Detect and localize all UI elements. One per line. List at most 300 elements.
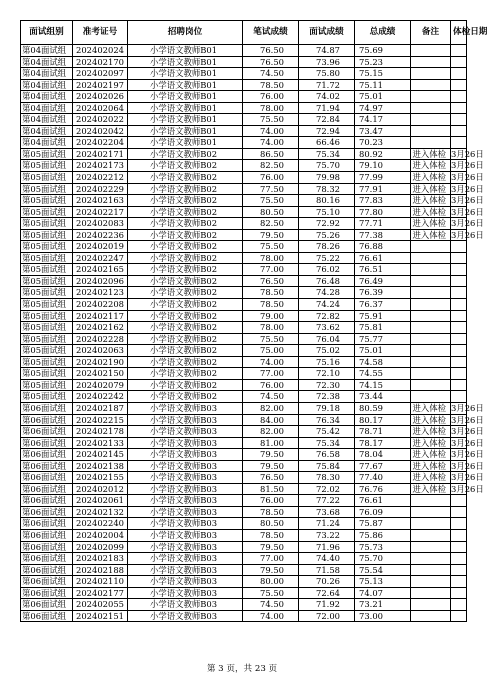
cell-remark: 进入体检 [411,148,451,160]
cell-remark: 进入体检 [411,206,451,218]
cell-exam-id: 202402215 [73,414,128,426]
cell-exam-date [451,495,467,507]
cell-interview-score: 76.58 [299,449,355,461]
cell-exam-date [451,529,467,541]
header-interview-score: 面试成绩 [299,21,355,45]
cell-exam-date [451,564,467,576]
table-row [21,287,467,299]
cell-interview-score: 75.16 [299,356,355,368]
cell-written-score: 74.00 [243,356,299,368]
cell-written-score: 77.00 [243,368,299,380]
table-row [21,79,467,91]
cell-exam-id: 202402123 [73,287,128,299]
cell-interview-score: 71.94 [299,102,355,114]
cell-remark [411,576,451,588]
cell-total-score: 78.17 [355,437,411,449]
cell-remark [411,91,451,103]
cell-exam-date [451,252,467,264]
cell-written-score: 79.00 [243,310,299,322]
cell-total-score: 75.87 [355,518,411,530]
cell-position: 小学语文教师B02 [128,275,243,287]
table-row [21,125,467,137]
cell-interview-score: 71.72 [299,79,355,91]
cell-interview-score: 74.24 [299,299,355,311]
cell-interview-score: 75.42 [299,426,355,438]
cell-interview-score: 76.34 [299,414,355,426]
cell-position: 小学语文教师B01 [128,56,243,68]
cell-remark: 进入体检 [411,229,451,241]
table-row [21,599,467,611]
table-row [21,114,467,126]
cell-written-score: 78.50 [243,529,299,541]
cell-exam-id: 202402178 [73,426,128,438]
cell-group: 第04面试组 [21,125,73,137]
cell-position: 小学语文教师B02 [128,368,243,380]
cell-total-score: 77.80 [355,206,411,218]
cell-total-score: 73.21 [355,599,411,611]
cell-written-score: 80.00 [243,576,299,588]
cell-exam-date: 3月26日 [451,148,484,159]
table-row [21,437,467,449]
table-row [21,472,467,484]
cell-exam-date [451,91,467,103]
cell-remark: 进入体检 [411,460,451,472]
cell-exam-date: 3月26日 [451,206,484,217]
cell-remark: 进入体检 [411,472,451,484]
cell-remark [411,79,451,91]
cell-remark [411,310,451,322]
cell-exam-id: 202402212 [73,172,128,184]
cell-total-score: 75.69 [355,45,411,57]
cell-exam-date [451,553,467,565]
cell-group: 第04面试组 [21,102,73,114]
table-row [21,449,467,461]
cell-interview-score: 80.16 [299,195,355,207]
cell-exam-id: 202402019 [73,241,128,253]
cell-position: 小学语文教师B01 [128,79,243,91]
cell-exam-date [451,610,467,622]
cell-total-score: 75.73 [355,541,411,553]
cell-exam-date [451,102,467,114]
cell-total-score: 75.01 [355,91,411,103]
cell-total-score: 75.77 [355,333,411,345]
table-row [21,310,467,322]
cell-exam-date [451,356,467,368]
cell-group: 第05面试组 [21,241,73,253]
cell-total-score: 74.07 [355,587,411,599]
cell-group: 第05面试组 [21,356,73,368]
table-row [21,426,467,438]
cell-exam-id: 202402163 [73,195,128,207]
cell-interview-score: 75.22 [299,252,355,264]
cell-remark [411,529,451,541]
cell-exam-id: 202402150 [73,368,128,380]
cell-remark [411,356,451,368]
cell-group: 第04面试组 [21,56,73,68]
cell-position: 小学语文教师B03 [128,483,243,495]
cell-group: 第04面试组 [21,45,73,57]
cell-exam-date [451,79,467,91]
table-row [21,229,467,241]
cell-interview-score: 75.26 [299,229,355,241]
cell-position: 小学语文教师B02 [128,241,243,253]
cell-total-score: 76.61 [355,252,411,264]
cell-exam-date: 3月26日 [451,472,484,483]
cell-exam-date [451,287,467,299]
cell-exam-date [451,137,467,149]
header-exam-id: 准考证号 [73,21,128,45]
page-number: 第 3 页，共 23 页 [206,664,278,674]
cell-group: 第04面试组 [21,79,73,91]
cell-group: 第05面试组 [21,172,73,184]
cell-remark [411,241,451,253]
cell-remark [411,506,451,518]
table-row [21,610,467,622]
cell-position: 小学语文教师B02 [128,356,243,368]
cell-exam-id: 202402204 [73,137,128,149]
cell-interview-score: 72.82 [299,310,355,322]
cell-group: 第06面试组 [21,402,73,414]
cell-exam-id: 202402133 [73,437,128,449]
cell-exam-id: 202402197 [73,79,128,91]
cell-total-score: 75.91 [355,310,411,322]
cell-remark [411,114,451,126]
cell-written-score: 76.00 [243,172,299,184]
table-row [21,414,467,426]
table-row [21,275,467,287]
cell-total-score: 75.70 [355,553,411,565]
cell-exam-date [451,114,467,126]
cell-interview-score: 76.02 [299,264,355,276]
cell-exam-date: 3月26日 [451,160,484,171]
cell-group: 第05面试组 [21,368,73,380]
cell-position: 小学语文教师B03 [128,529,243,541]
cell-remark [411,391,451,403]
cell-exam-id: 202402183 [73,553,128,565]
cell-position: 小学语文教师B01 [128,125,243,137]
cell-written-score: 82.00 [243,426,299,438]
cell-interview-score: 71.58 [299,564,355,576]
cell-written-score: 79.50 [243,541,299,553]
cell-interview-score: 75.02 [299,345,355,357]
cell-group: 第06面试组 [21,506,73,518]
cell-remark [411,587,451,599]
cell-group: 第05面试组 [21,345,73,357]
cell-exam-date: 3月26日 [451,195,484,206]
table-row [21,541,467,553]
cell-interview-score: 75.34 [299,437,355,449]
cell-interview-score: 74.40 [299,553,355,565]
cell-group: 第06面试组 [21,495,73,507]
results-table [20,20,487,622]
cell-interview-score: 77.22 [299,495,355,507]
cell-written-score: 74.00 [243,137,299,149]
cell-position: 小学语文教师B02 [128,299,243,311]
cell-position: 小学语文教师B03 [128,587,243,599]
cell-exam-id: 202402110 [73,576,128,588]
cell-exam-id: 202402042 [73,125,128,137]
table-row [21,379,467,391]
cell-exam-id: 202402236 [73,229,128,241]
cell-group: 第06面试组 [21,610,73,622]
cell-interview-score: 66.46 [299,137,355,149]
cell-exam-date [451,391,467,403]
cell-remark: 进入体检 [411,172,451,184]
cell-group: 第06面试组 [21,564,73,576]
cell-position: 小学语文教师B03 [128,426,243,438]
cell-remark: 进入体检 [411,449,451,461]
cell-interview-score: 76.48 [299,275,355,287]
table-body [21,45,484,622]
cell-exam-id: 202402012 [73,483,128,495]
cell-remark [411,553,451,565]
cell-remark: 进入体检 [411,183,451,195]
header-group: 面试组别 [21,21,73,45]
cell-remark [411,610,451,622]
cell-group: 第06面试组 [21,576,73,588]
cell-remark [411,252,451,264]
cell-exam-id: 202402079 [73,379,128,391]
cell-written-score: 75.00 [243,345,299,357]
cell-exam-id: 202402188 [73,564,128,576]
cell-group: 第05面试组 [21,218,73,230]
table-row [21,172,467,184]
cell-written-score: 79.50 [243,564,299,576]
cell-position: 小学语文教师B01 [128,114,243,126]
cell-position: 小学语文教师B02 [128,345,243,357]
cell-exam-date: 3月26日 [451,426,484,437]
cell-written-score: 86.50 [243,148,299,160]
cell-exam-id: 202402217 [73,206,128,218]
cell-written-score: 77.00 [243,264,299,276]
table-row [21,506,467,518]
cell-position: 小学语文教师B03 [128,553,243,565]
cell-exam-id: 202402099 [73,541,128,553]
cell-written-score: 79.50 [243,449,299,461]
cell-written-score: 75.50 [243,333,299,345]
cell-position: 小学语文教师B01 [128,137,243,149]
table-row [21,68,467,80]
cell-exam-id: 202402024 [73,45,128,57]
cell-exam-date [451,333,467,345]
cell-group: 第04面试组 [21,114,73,126]
cell-position: 小学语文教师B02 [128,183,243,195]
header-position: 招聘岗位 [128,21,243,45]
cell-group: 第05面试组 [21,264,73,276]
cell-written-score: 74.00 [243,610,299,622]
cell-remark [411,495,451,507]
table-row [21,345,467,357]
table-row [21,356,467,368]
cell-written-score: 76.00 [243,379,299,391]
cell-remark: 进入体检 [411,218,451,230]
cell-remark: 进入体检 [411,426,451,438]
cell-total-score: 80.92 [355,148,411,160]
cell-group: 第06面试组 [21,541,73,553]
cell-interview-score: 72.30 [299,379,355,391]
table-row [21,218,467,230]
cell-group: 第06面试组 [21,414,73,426]
cell-exam-id: 202402240 [73,518,128,530]
cell-remark: 进入体检 [411,414,451,426]
cell-written-score: 77.00 [243,553,299,565]
cell-written-score: 80.50 [243,206,299,218]
cell-written-score: 75.50 [243,587,299,599]
cell-remark [411,322,451,334]
cell-exam-id: 202402229 [73,183,128,195]
cell-remark [411,137,451,149]
header-written-score: 笔试成绩 [243,21,299,45]
table-row [21,241,467,253]
cell-exam-date [451,125,467,137]
cell-exam-date [451,345,467,357]
cell-exam-id: 202402083 [73,218,128,230]
cell-written-score: 75.50 [243,195,299,207]
cell-position: 小学语文教师B02 [128,379,243,391]
cell-total-score: 77.91 [355,183,411,195]
cell-interview-score: 75.34 [299,148,355,160]
table-row [21,160,467,172]
cell-written-score: 80.50 [243,518,299,530]
cell-position: 小学语文教师B02 [128,160,243,172]
cell-group: 第06面试组 [21,483,73,495]
cell-group: 第05面试组 [21,148,73,160]
header-exam-date: 体检日期 [451,21,467,45]
table-row [21,402,467,414]
cell-written-score: 74.50 [243,599,299,611]
table-row [21,137,467,149]
cell-group: 第05面试组 [21,379,73,391]
cell-total-score: 75.86 [355,529,411,541]
table-row [21,483,467,495]
cell-interview-score: 78.26 [299,241,355,253]
table-row [21,518,467,530]
table-row [21,460,467,472]
cell-interview-score: 74.28 [299,287,355,299]
cell-exam-id: 202402170 [73,56,128,68]
cell-exam-date: 3月26日 [451,402,484,413]
cell-group: 第06面试组 [21,449,73,461]
cell-exam-id: 202402187 [73,402,128,414]
table-row [21,322,467,334]
cell-group: 第04面试组 [21,68,73,80]
table-row [21,391,467,403]
cell-group: 第05面试组 [21,275,73,287]
cell-interview-score: 74.87 [299,45,355,57]
table-row [21,587,467,599]
cell-interview-score: 75.70 [299,160,355,172]
cell-position: 小学语文教师B02 [128,264,243,276]
cell-group: 第05面试组 [21,252,73,264]
table-row [21,195,467,207]
cell-remark [411,287,451,299]
cell-exam-date: 3月26日 [451,414,484,425]
cell-written-score: 78.50 [243,79,299,91]
cell-interview-score: 75.10 [299,206,355,218]
cell-group: 第05面试组 [21,287,73,299]
cell-written-score: 84.00 [243,414,299,426]
cell-exam-id: 202402242 [73,391,128,403]
cell-exam-date [451,506,467,518]
cell-interview-score: 71.24 [299,518,355,530]
cell-interview-score: 71.96 [299,541,355,553]
cell-remark [411,45,451,57]
cell-exam-id: 202402097 [73,68,128,80]
header-total-score: 总成绩 [355,21,411,45]
cell-position: 小学语文教师B03 [128,518,243,530]
cell-exam-id: 202402064 [73,102,128,114]
cell-remark [411,345,451,357]
cell-group: 第06面试组 [21,460,73,472]
cell-exam-id: 202402208 [73,299,128,311]
cell-interview-score: 79.98 [299,172,355,184]
cell-total-score: 73.00 [355,610,411,622]
cell-exam-id: 202402117 [73,310,128,322]
cell-total-score: 77.40 [355,472,411,484]
cell-total-score: 76.61 [355,495,411,507]
cell-remark: 进入体检 [411,402,451,414]
cell-interview-score: 76.04 [299,333,355,345]
cell-exam-id: 202402055 [73,599,128,611]
cell-written-score: 82.50 [243,218,299,230]
cell-total-score: 75.23 [355,56,411,68]
cell-position: 小学语文教师B02 [128,310,243,322]
table-row [21,564,467,576]
cell-position: 小学语文教师B01 [128,68,243,80]
cell-written-score: 75.50 [243,114,299,126]
cell-position: 小学语文教师B03 [128,610,243,622]
cell-remark [411,564,451,576]
cell-remark [411,102,451,114]
cell-written-score: 78.00 [243,252,299,264]
cell-exam-date: 3月26日 [451,218,484,229]
cell-remark [411,125,451,137]
cell-total-score: 78.04 [355,449,411,461]
cell-exam-date: 3月26日 [451,183,484,194]
table-row [21,183,467,195]
cell-exam-id: 202402004 [73,529,128,541]
cell-exam-id: 202402162 [73,322,128,334]
cell-position: 小学语文教师B02 [128,391,243,403]
cell-written-score: 74.50 [243,68,299,80]
cell-written-score: 81.50 [243,483,299,495]
cell-remark: 进入体检 [411,437,451,449]
cell-exam-id: 202402145 [73,449,128,461]
cell-exam-id: 202402132 [73,506,128,518]
table-row [21,495,467,507]
cell-exam-id: 202402022 [73,114,128,126]
cell-total-score: 70.23 [355,137,411,149]
cell-interview-score: 72.00 [299,610,355,622]
cell-interview-score: 72.38 [299,391,355,403]
cell-written-score: 78.50 [243,506,299,518]
cell-position: 小学语文教师B02 [128,195,243,207]
cell-exam-date [451,541,467,553]
table-row [21,102,467,114]
cell-position: 小学语文教师B03 [128,495,243,507]
cell-written-score: 82.00 [243,402,299,414]
cell-group: 第05面试组 [21,183,73,195]
table-row [21,368,467,380]
cell-position: 小学语文教师B02 [128,172,243,184]
cell-group: 第05面试组 [21,195,73,207]
table-row [21,91,467,103]
cell-interview-score: 73.96 [299,56,355,68]
cell-exam-date: 3月26日 [451,229,484,240]
cell-remark [411,541,451,553]
cell-written-score: 76.50 [243,56,299,68]
cell-group: 第04面试组 [21,137,73,149]
